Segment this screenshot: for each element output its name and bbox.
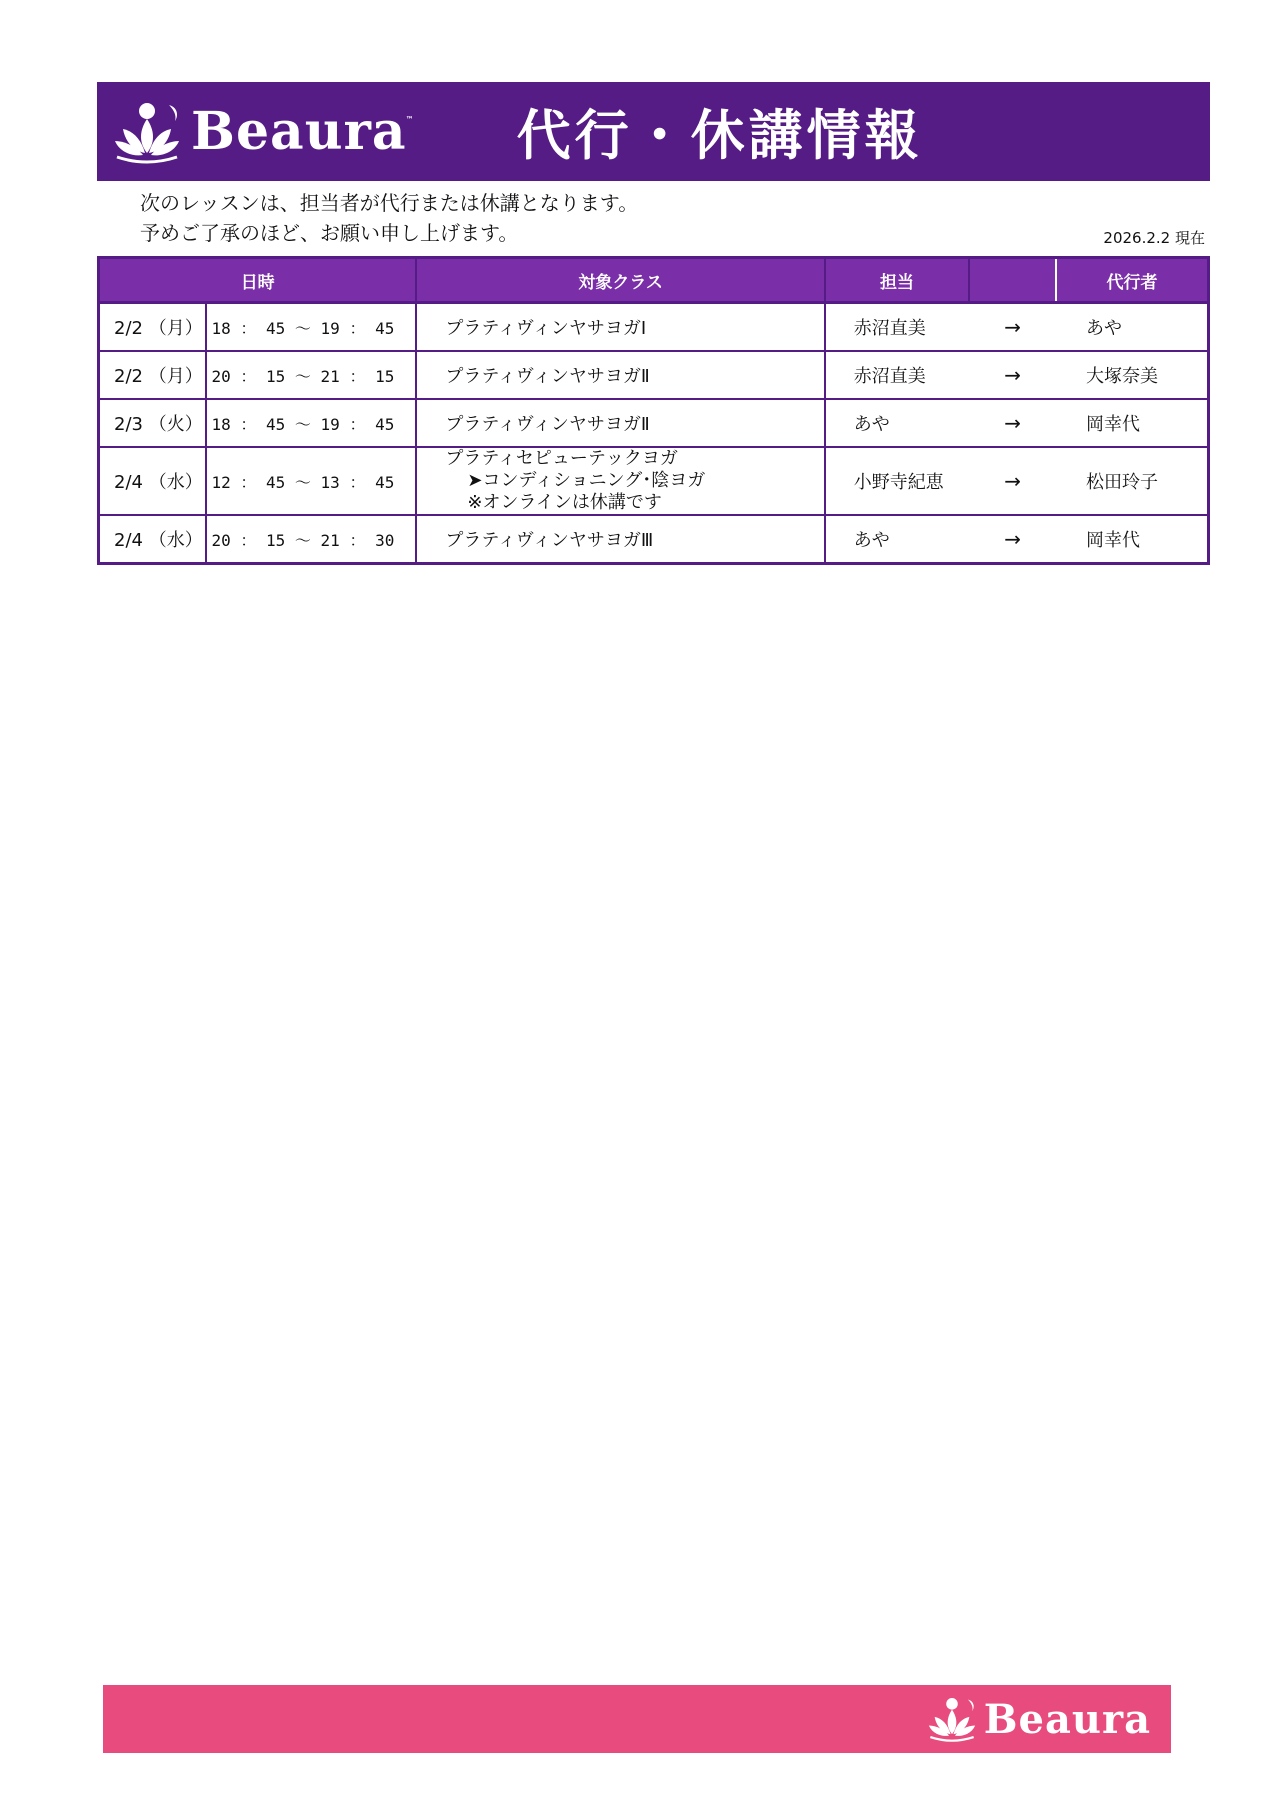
table-row <box>99 303 1209 352</box>
lotus-icon <box>926 1695 978 1743</box>
row-date: 2/3 （火） <box>99 399 207 447</box>
table-row <box>99 399 1209 447</box>
class-line-1: プラティセピューテックヨガ <box>445 448 678 469</box>
header-substitute: 代行者 <box>1056 258 1209 303</box>
header-datetime: 日時 <box>99 258 417 303</box>
as-of-date: 2026.2.2 現在 <box>1103 229 1205 247</box>
arrow-icon: → <box>969 399 1056 447</box>
row-class <box>416 447 824 515</box>
table-row <box>99 351 1209 399</box>
row-date: 2/4 （水） <box>99 515 207 564</box>
footer-banner <box>103 1685 1171 1753</box>
row-time: 20 ： 15 〜 21 ： 30 <box>206 515 416 564</box>
notice-line-2: 予めご了承のほど、お願い申し上げます。 <box>140 221 519 245</box>
row-instructor: あや <box>825 515 970 564</box>
row-class: プラティヴィンヤサヨガⅡ <box>416 399 824 447</box>
arrow-icon: → <box>969 447 1056 515</box>
schedule-table <box>97 256 1210 565</box>
row-class: プラティヴィンヤサヨガⅢ <box>416 515 824 564</box>
notice-line-1: 次のレッスンは、担当者が代行または休講となります。 <box>140 191 639 215</box>
class-line-2: ➤コンディショニング･陰ヨガ <box>467 470 706 491</box>
row-substitute: 大塚奈美 <box>1056 351 1209 399</box>
row-substitute: 岡幸代 <box>1056 399 1209 447</box>
notice-text <box>140 188 638 248</box>
row-substitute: あや <box>1056 303 1209 352</box>
lotus-icon <box>111 99 183 165</box>
row-date: 2/2 （月） <box>99 303 207 352</box>
header-class: 対象クラス <box>416 258 824 303</box>
page-title: 代行・休講情報 <box>516 104 923 167</box>
row-instructor: 赤沼直美 <box>825 303 970 352</box>
row-time: 18 ： 45 〜 19 ： 45 <box>206 303 416 352</box>
row-substitute: 岡幸代 <box>1056 515 1209 564</box>
header-arrow <box>969 258 1056 303</box>
row-instructor: 赤沼直美 <box>825 351 970 399</box>
row-instructor: 小野寺紀恵 <box>825 447 970 515</box>
table-header-row <box>99 258 1209 303</box>
table-row <box>99 515 1209 564</box>
brand-logo <box>111 99 415 165</box>
row-time: 20 ： 15 〜 21 ： 15 <box>206 351 416 399</box>
arrow-icon: → <box>969 515 1056 564</box>
row-time: 18 ： 45 〜 19 ： 45 <box>206 399 416 447</box>
footer-brand-name: Beaura <box>983 1695 1151 1743</box>
row-date: 2/4 （水） <box>99 447 207 515</box>
row-instructor: あや <box>825 399 970 447</box>
class-line-3: ※オンラインは休講です <box>467 492 662 513</box>
row-time: 12 ： 45 〜 13 ： 45 <box>206 447 416 515</box>
arrow-icon: → <box>969 303 1056 352</box>
brand-name: Beaura ™ <box>191 101 415 162</box>
row-class: プラティヴィンヤサヨガⅠ <box>416 303 824 352</box>
header-instructor: 担当 <box>825 258 970 303</box>
row-date: 2/2 （月） <box>99 351 207 399</box>
row-class: プラティヴィンヤサヨガⅡ <box>416 351 824 399</box>
header-banner <box>97 82 1210 181</box>
row-substitute: 松田玲子 <box>1056 447 1209 515</box>
table-row <box>99 447 1209 515</box>
arrow-icon: → <box>969 351 1056 399</box>
